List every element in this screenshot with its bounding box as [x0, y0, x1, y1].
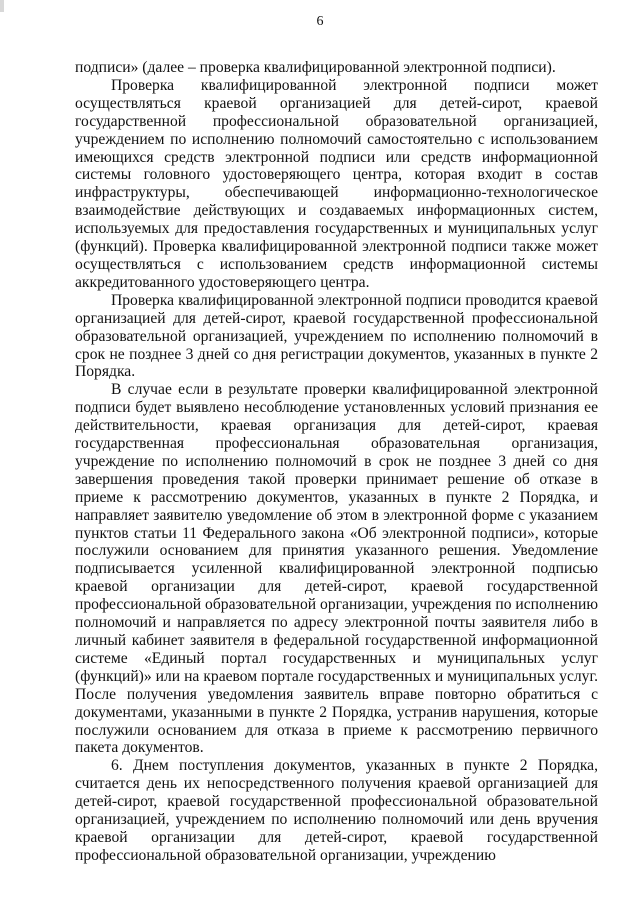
scan-edge-mark [0, 0, 4, 12]
paragraph-continuation: подписи» (далее – проверка квалифицированной электронной подписи). [75, 59, 556, 76]
paragraph-signature-check-methods: Проверка квалифицированной электронной подписи может осуществляться краевой организацией для детей-сирот, краевой государственной профессиональной образовательной организацией, учреждением по исполнению полномочий самостоятельно с использованием имеющихся средств электронной подписи или средств информационной системы головного удостоверяющего центра, которая входит в состав инфраструктуры, обеспечивающей информационно-технологическое взаимодействие действующих и создаваемых информационных систем, используемых для предоставления государственных и муниципальных услуг (функций). Проверка квалифицированной электронной подписи также может осуществляться с использованием средств информационной системы аккредитованного удостоверяющего центра. [75, 76, 598, 291]
paragraph-signature-check-deadline: Проверка квалифицированной электронной подписи проводится краевой организацией для детей-сирот, краевой государственной профессиональной образовательной организацией, учреждением по исполнению полномочий в срок не позднее 3 дней со дня регистрации документов, указанных в пункте 2 Порядка. [75, 291, 598, 381]
page-number: 6 [316, 14, 324, 29]
paragraph-refusal-procedure: В случае если в результате проверки квалифицированной электронной подписи будет выявлено несоблюдение установленных условий признания ее действительности, краевая организация для детей-сирот, краевая государственная профессиональная образовательная организация, учреждение по исполнению полномочий в срок не позднее 3 дней со дня завершения проведения такой проверки принимает решение об отказе в приеме к рассмотрению документов, указанных в пункте 2 Порядка, и направляет заявителю уведомление об этом в электронной форме с указанием пунктов статьи 11 Федерального закона «Об электронной подписи», которые послужили основанием для принятия указанного решения. Уведомление подписывается усиленной квалифицированной электронной подписью краевой организации для детей-сирот, краевой государственной профессиональной образовательной организации, учреждения по исполнению полномочий и направляется по адресу электронной почты заявителя либо в личный кабинет заявителя в федеральной государственной информационной системе «Единый портал государственных и муниципальных услуг (функций)» или на краевом портале государственных и муниципальных услуг. После получения уведомления заявитель вправе повторно обратиться с документами, указанными в пункте 2 Порядка, устранив нарушения, которые послужили основанием для отказа в приеме к рассмотрению первичного пакета документов. [75, 381, 598, 757]
document-body [75, 59, 598, 865]
paragraph-item-6: 6. Днем поступления документов, указанных в пункте 2 Порядка, считается день их непосредственного получения краевой организацией для детей-сирот, краевой государственной профессиональной образовательной организацией, учреждением по исполнению полномочий или день вручения краевой организации для детей-сирот, краевой государственной профессиональной образовательной организации, учреждению [75, 757, 598, 864]
